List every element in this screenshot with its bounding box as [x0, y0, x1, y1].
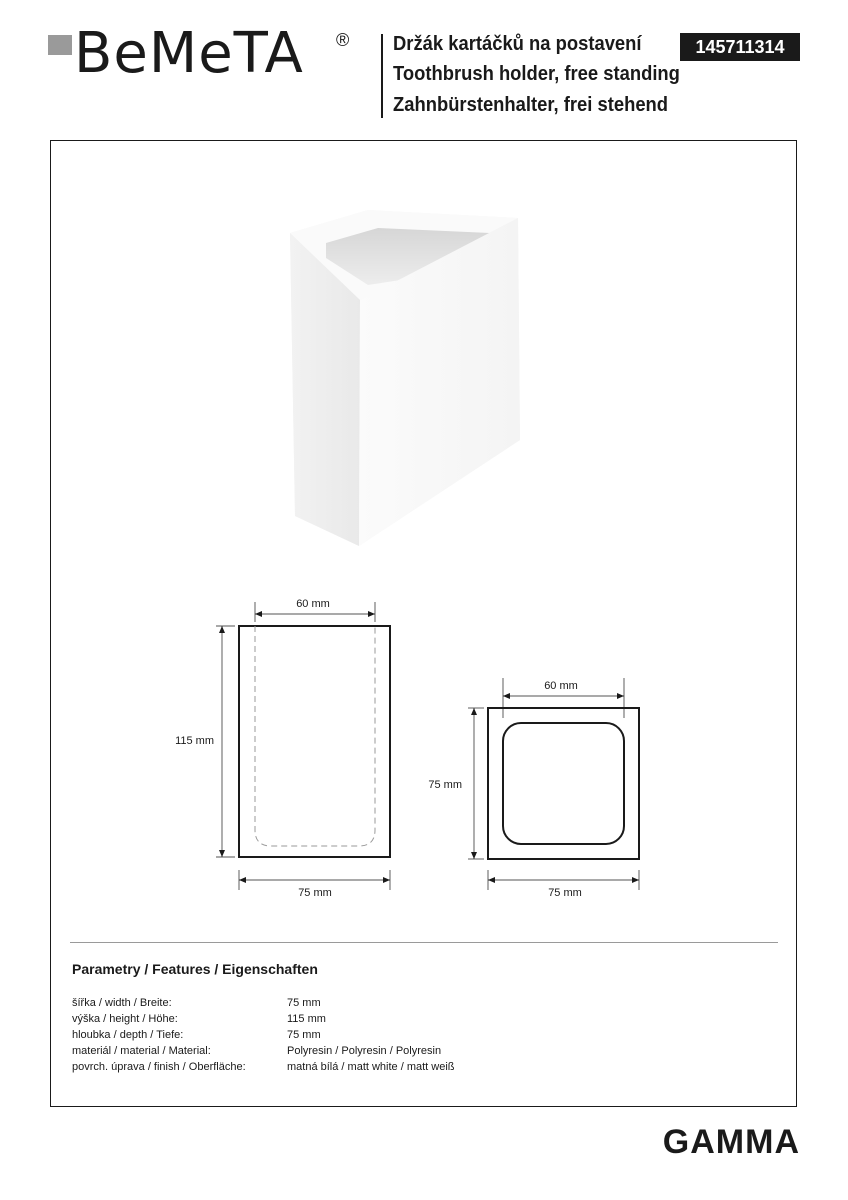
param-value: 115 mm	[287, 1013, 326, 1025]
title-english: Toothbrush holder, free standing	[393, 63, 680, 85]
features-heading: Parametry / Features / Eigenschaften	[72, 961, 318, 977]
title-divider	[381, 34, 383, 118]
param-value: matná bílá / matt white / matt weiß	[287, 1061, 455, 1073]
param-label: materiál / material / Material:	[72, 1045, 211, 1057]
front-view	[216, 602, 390, 890]
param-row-height	[72, 1011, 772, 1027]
front-width-outer-label: 75 mm	[298, 887, 332, 899]
brand-logo: BeMeTA	[74, 21, 304, 86]
param-label: šířka / width / Breite:	[72, 997, 172, 1009]
top-width-inner-label: 60 mm	[544, 680, 578, 692]
title-german: Zahnbürstenhalter, frei stehend	[393, 94, 669, 116]
param-row-finish	[72, 1059, 772, 1075]
front-height-label: 115 mm	[175, 735, 214, 747]
param-row-width	[72, 995, 772, 1011]
param-row-depth	[72, 1027, 772, 1043]
top-width-outer-label: 75 mm	[548, 887, 582, 899]
product-drawing	[50, 140, 797, 940]
title-czech: Držák kartáčků na postavení	[393, 33, 642, 55]
top-depth-label: 75 mm	[428, 779, 462, 791]
collection-name: GAMMA	[662, 1123, 800, 1161]
param-value: 75 mm	[287, 997, 321, 1009]
param-row-material	[72, 1043, 772, 1059]
registered-mark: ®	[336, 30, 350, 50]
logo-mark	[48, 35, 72, 55]
param-label: hloubka / depth / Tiefe:	[72, 1029, 184, 1041]
param-label: výška / height / Höhe:	[72, 1013, 178, 1025]
param-value: Polyresin / Polyresin / Polyresin	[287, 1045, 442, 1057]
front-width-inner-label: 60 mm	[296, 598, 330, 610]
product-illustration	[290, 210, 520, 546]
product-code-badge: 145711314	[680, 33, 800, 61]
section-divider	[70, 942, 778, 943]
param-value: 75 mm	[287, 1029, 321, 1041]
top-view	[468, 678, 639, 890]
param-label: povrch. úprava / finish / Oberfläche:	[72, 1061, 246, 1073]
